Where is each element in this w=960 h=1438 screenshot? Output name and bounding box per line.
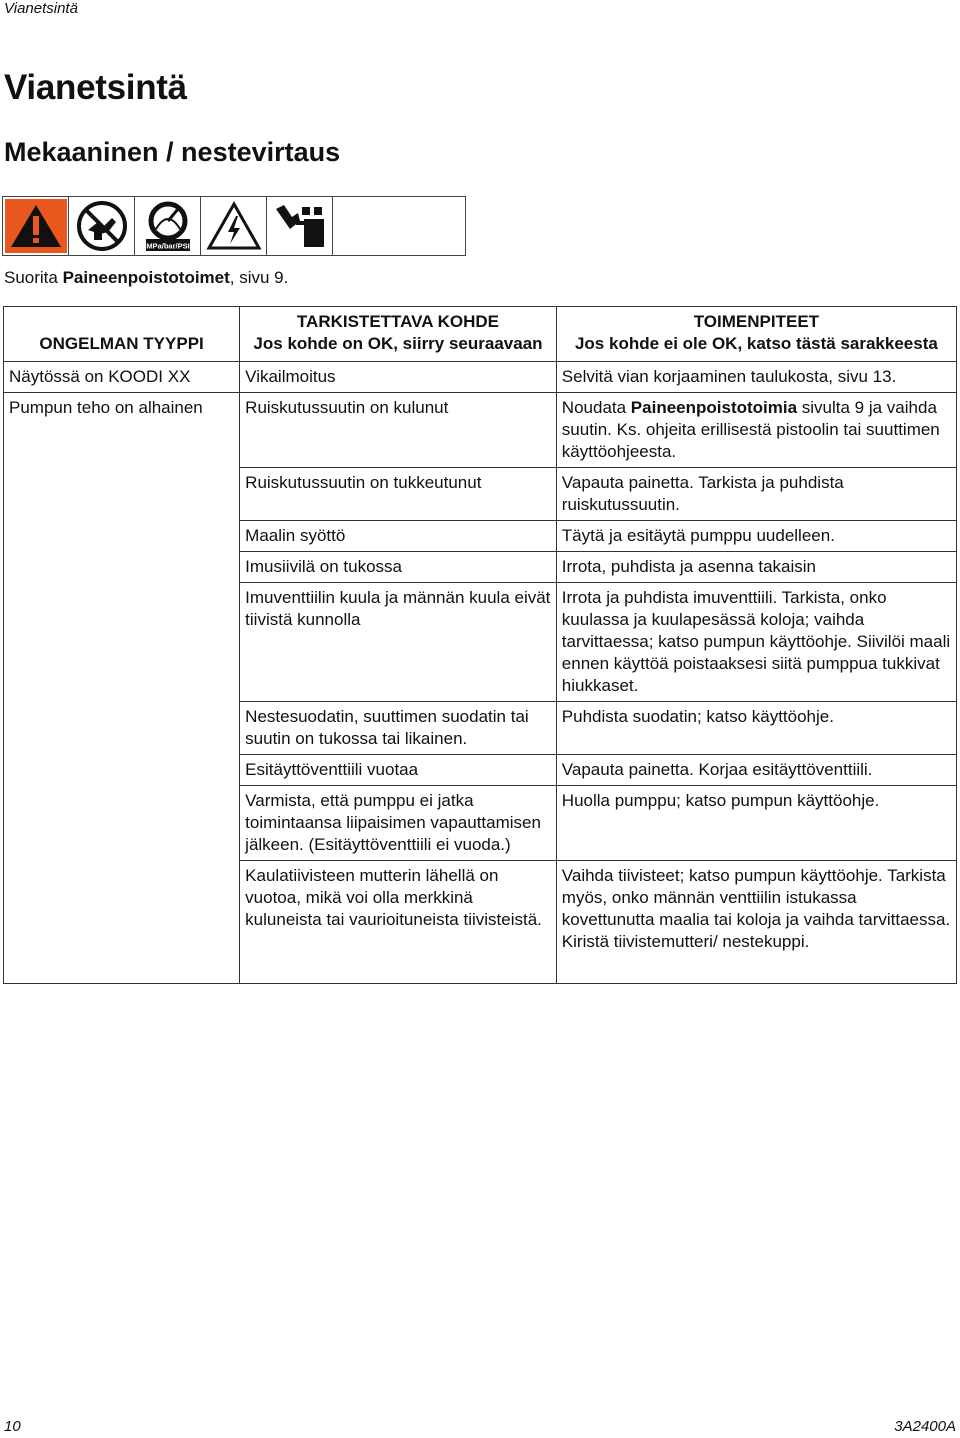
intro-prefix: Suorita [4,268,63,287]
pressure-gauge-icon [135,197,201,255]
warning-icon-strip [2,196,466,256]
action-cell: Vaihda tiivisteet; katso pumpun käyttöohje. Tarkista myös, onko männän venttiilin istukassa kovettunutta maalia tai koloja ja vaihda tarvittaessa. Kiristä tiivistemutteri/ nestekuppi. [556,861,956,984]
check-cell: Nestesuodatin, suuttimen suodatin tai suutin on tukossa tai likainen. [240,702,557,755]
check-cell: Esitäyttöventtiili vuotaa [240,755,557,786]
header-actions: TOIMENPITEET Jos kohde ei ole OK, katso tästä sarakkeesta [556,307,956,362]
table-row [4,362,957,393]
icon-strip-empty-cell [333,197,465,255]
table-header-row [4,307,957,362]
action-cell: Puhdista suodatin; katso käyttöohje. [556,702,956,755]
header-check-item: TARKISTETTAVA KOHDE Jos kohde on OK, siirry seuraavaan [240,307,557,362]
page-title: Vianetsintä [4,68,187,107]
action-cell: Huolla pumppu; katso pumpun käyttöohje. [556,786,956,861]
intro-text [4,268,288,288]
check-cell: Kaulatiivisteen mutterin lähellä on vuotoa, mikä voi olla merkkinä kuluneista tai vaurioituneista tiivisteistä. [240,861,557,984]
problem-cell: Pumpun teho on alhainen [4,393,240,984]
check-cell: Varmista, että pumppu ei jatka toimintaansa liipaisimen vapauttamisen jälkeen. (Esitäyttöventtiili ei vuoda.) [240,786,557,861]
document-id: 3A2400A [894,1418,956,1435]
problem-cell: Näytössä on KOODI XX [4,362,240,393]
page-number: 10 [4,1418,21,1435]
action-cell: Vapauta painetta. Korjaa esitäyttöventtiili. [556,755,956,786]
intro-link[interactable]: Paineenpoistotoimet [62,268,230,287]
section-title: Mekaaninen / nestevirtaus [4,137,341,167]
action-cell: Irrota ja puhdista imuventtiili. Tarkista, onko kuulassa ja kuulapesässä koloja; vaihda tarvittaessa; katso pumpun käyttöohje. Siivilöi maali ennen käyttöä poistaaksesi siitä pumppua tukkivat hiukkaset. [556,583,956,702]
check-cell: Vikailmoitus [240,362,557,393]
check-cell: Maalin syöttö [240,521,557,552]
action-cell: Irrota, puhdista ja asenna takaisin [556,552,956,583]
troubleshooting-table [3,306,957,984]
warning-triangle-icon [3,197,69,255]
moving-parts-icon [267,197,333,255]
action-cell: Vapauta painetta. Tarkista ja puhdista ruiskutussuutin. [556,468,956,521]
action-cell: Täytä ja esitäytä pumppu uudelleen. [556,521,956,552]
check-cell: Imusiivilä on tukossa [240,552,557,583]
action-cell: Selvitä vian korjaaminen taulukosta, sivu 13. [556,362,956,393]
header-problem-type: ONGELMAN TYYPPI [4,307,240,362]
running-header: Vianetsintä [4,0,78,17]
electric-shock-icon [201,197,267,255]
table-row [4,393,957,468]
action-link[interactable]: Paineenpoistotoimia [630,398,798,417]
check-cell: Ruiskutussuutin on kulunut [240,393,557,468]
pressure-unit-label: MPa/bar/PSI [145,241,190,251]
action-cell: Noudata Paineenpoistotoimia sivulta 9 ja vaihda suutin. Ks. ohjeita erillisestä pistoolin tai suuttimen käyttöohjeesta. [556,393,956,468]
intro-suffix: , sivu 9. [229,268,289,287]
check-cell: Ruiskutussuutin on tukkeutunut [240,468,557,521]
check-cell: Imuventtiilin kuula ja männän kuula eivät tiivistä kunnolla [240,583,557,702]
no-hands-spray-icon [69,197,135,255]
